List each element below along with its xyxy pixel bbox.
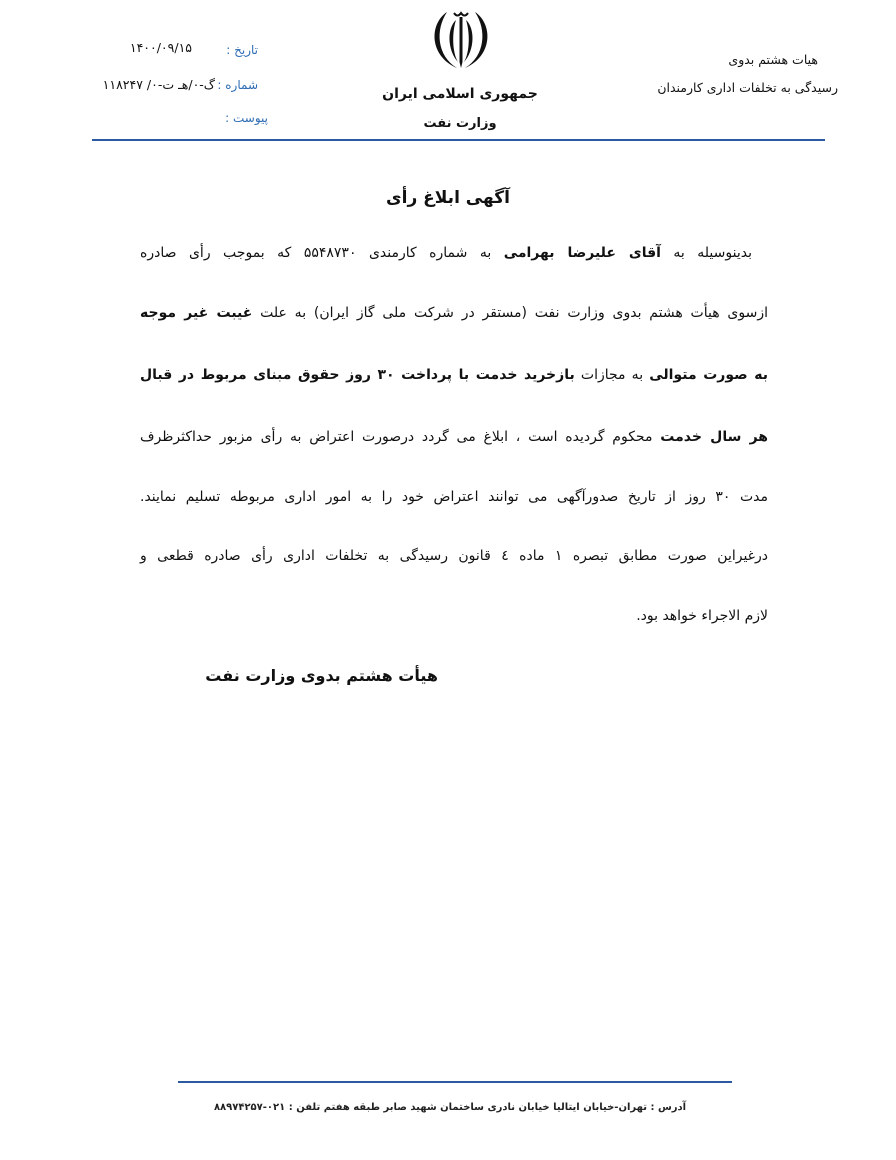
org-name-line2: رسیدگی به تخلفات اداری کارمندان (657, 80, 838, 95)
signature-block: هیأت هشتم بدوی وزارت نفت (205, 666, 438, 685)
body-line-3 (140, 365, 768, 385)
body-line-6 (140, 546, 768, 566)
iran-emblem-logo (425, 8, 497, 72)
number-label: شماره : (217, 78, 258, 92)
violation-reason: غیبت غیر موجه (140, 305, 253, 321)
body-text: ازسوی هیأت هشتم بدوی وزارت نفت (مستقر در شرکت ملی گاز ایران) به علت (252, 305, 768, 321)
emblem-icon (425, 8, 497, 72)
date-label: تاریخ : (226, 43, 258, 57)
recipient-name: آقای علیرضا بهرامی (503, 245, 661, 261)
body-text: لازم الاجراء خواهد بود. (636, 608, 768, 624)
violation-detail: به صورت متوالی (649, 367, 769, 383)
body-text: به شماره کارمندی ۵۵۴۸۷۳۰ که بموجب رأی صادره (140, 245, 504, 261)
logo-country-name: جمهوری اسلامی ایران (382, 86, 538, 102)
footer-divider (178, 1081, 732, 1083)
page-title: آگهی ابلاغ رأی (386, 188, 510, 208)
penalty-text: بازخرید خدمت با پرداخت ۳۰ روز حقوق مبنای مربوط در قبال (140, 367, 575, 383)
header-divider (92, 139, 825, 141)
body-text: به مجازات (574, 367, 650, 383)
body-text: محکوم گردیده است ، ابلاغ می گردد درصورت اعتراض به رأی مزبور حداکثرظرف (140, 429, 661, 445)
body-text: بدینوسیله به (660, 245, 752, 261)
body-line-1 (140, 243, 768, 263)
org-name-line1: هیات هشتم بدوی (728, 52, 818, 67)
body-text: مدت ۳۰ روز از تاریخ صدورآگهی می توانند اعتراض خود را به امور اداری مربوطه تسلیم نمایند. (140, 489, 768, 505)
body-line-7 (140, 606, 768, 626)
logo-ministry-name: وزارت نفت (423, 116, 497, 131)
attachment-label: پیوست : (225, 111, 268, 125)
penalty-text: هر سال خدمت (660, 429, 768, 445)
body-text: درغیراین صورت مطابق تبصره ۱ ماده ٤ قانون رسیدگی به تخلفات اداری رأی صادره قطعی و (140, 548, 768, 564)
date-value: ۱۴۰۰/۰۹/۱۵ (129, 40, 192, 55)
number-value: گ-۰/هـ ت-۰/ ۱۱۸۲۴۷ (102, 77, 215, 92)
body-line-5 (140, 487, 768, 507)
body-line-4 (140, 427, 768, 447)
body-line-2 (140, 303, 768, 323)
footer-address: آدرس : تهران-خیابان ایتالیا خیابان نادری ساختمان شهید صابر طبقه هفتم تلفن : ۰۲۱-۸۸۹۷۴۲۵۷ (213, 1102, 687, 1113)
